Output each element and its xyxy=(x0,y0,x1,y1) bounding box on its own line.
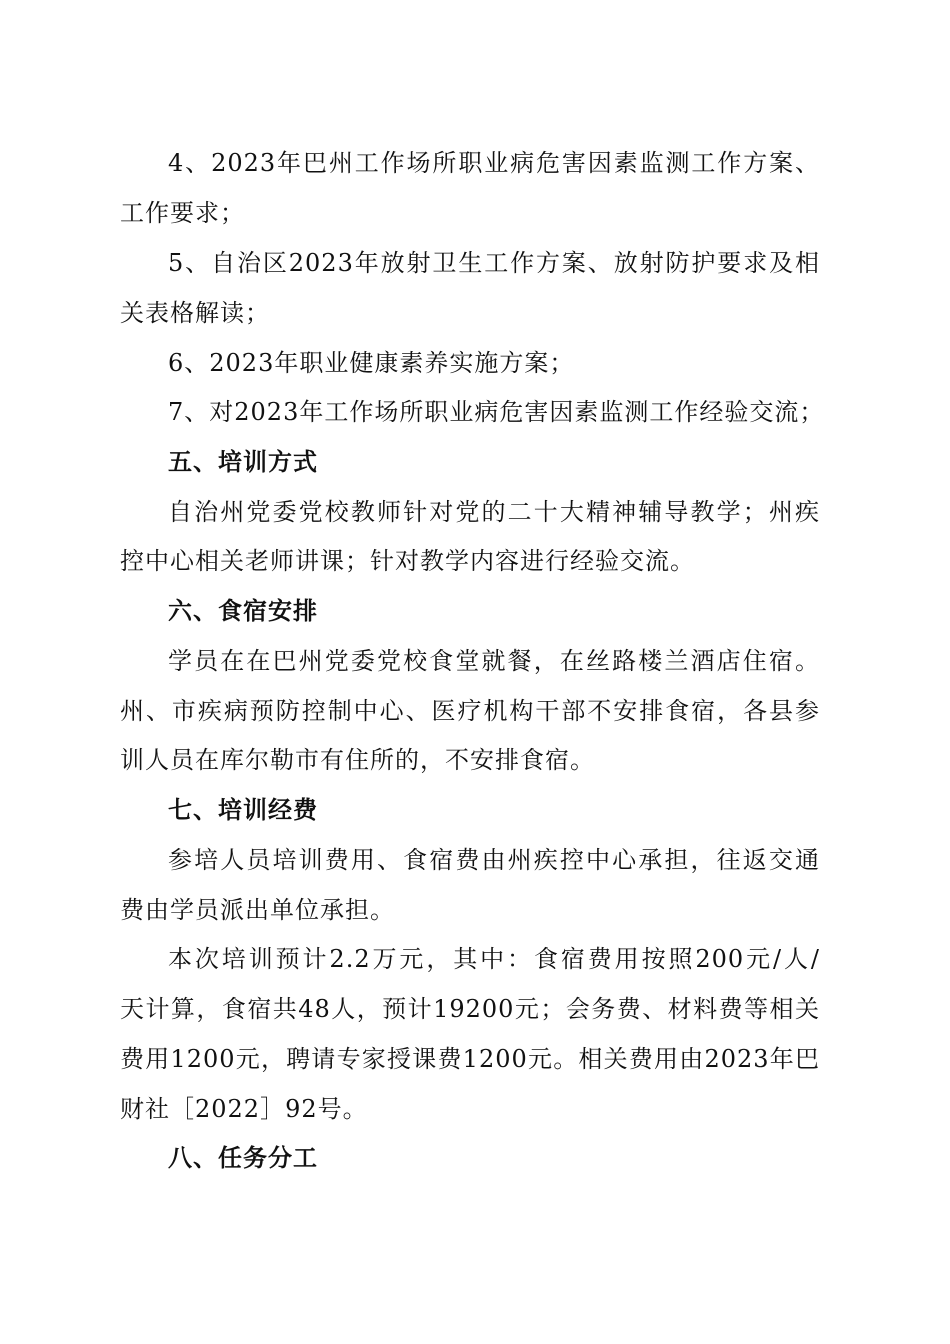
section-6-line-2: 州、市疾病预防控制中心、医疗机构干部不安排食宿，各县参 xyxy=(120,697,820,725)
section-7-p1-line-1: 参培人员培训费用、食宿费由州疾控中心承担，往返交通 xyxy=(168,846,820,874)
section-heading-7: 七、培训经费 xyxy=(168,795,318,824)
section-7-p2-line-4: 财社［2022］92号。 xyxy=(120,1095,368,1123)
section-7-p2-line-3: 费用1200元，聘请专家授课费1200元。相关费用由2023年巴 xyxy=(120,1045,820,1073)
section-heading-5: 五、培训方式 xyxy=(168,447,318,476)
item-5-line-2: 关表格解读； xyxy=(120,299,270,327)
section-7-p2-line-1: 本次培训预计2.2万元，其中：食宿费用按照200元/人/ xyxy=(168,945,820,973)
section-7-p2-line-2: 天计算，食宿共48人，预计19200元；会务费、材料费等相关 xyxy=(120,995,820,1023)
item-4-line-1: 4、2023年巴州工作场所职业病危害因素监测工作方案、 xyxy=(168,149,820,177)
section-5-line-1: 自治州党委党校教师针对党的二十大精神辅导教学；州疾 xyxy=(168,498,820,526)
section-6-line-1: 学员在在巴州党委党校食堂就餐，在丝路楼兰酒店住宿。 xyxy=(168,647,820,675)
section-heading-6: 六、食宿安排 xyxy=(168,596,318,625)
item-5-line-1: 5、自治区2023年放射卫生工作方案、放射防护要求及相 xyxy=(168,249,820,277)
section-6-line-3: 训人员在库尔勒市有住所的，不安排食宿。 xyxy=(120,746,595,774)
section-heading-8: 八、任务分工 xyxy=(168,1143,318,1172)
item-7: 7、对2023年工作场所职业病危害因素监测工作经验交流； xyxy=(168,398,825,426)
item-6: 6、2023年职业健康素养实施方案； xyxy=(168,349,575,377)
section-7-p1-line-2: 费由学员派出单位承担。 xyxy=(120,896,395,924)
item-4-line-2: 工作要求； xyxy=(120,199,245,227)
section-5-line-2: 控中心相关老师讲课；针对教学内容进行经验交流。 xyxy=(120,547,695,575)
